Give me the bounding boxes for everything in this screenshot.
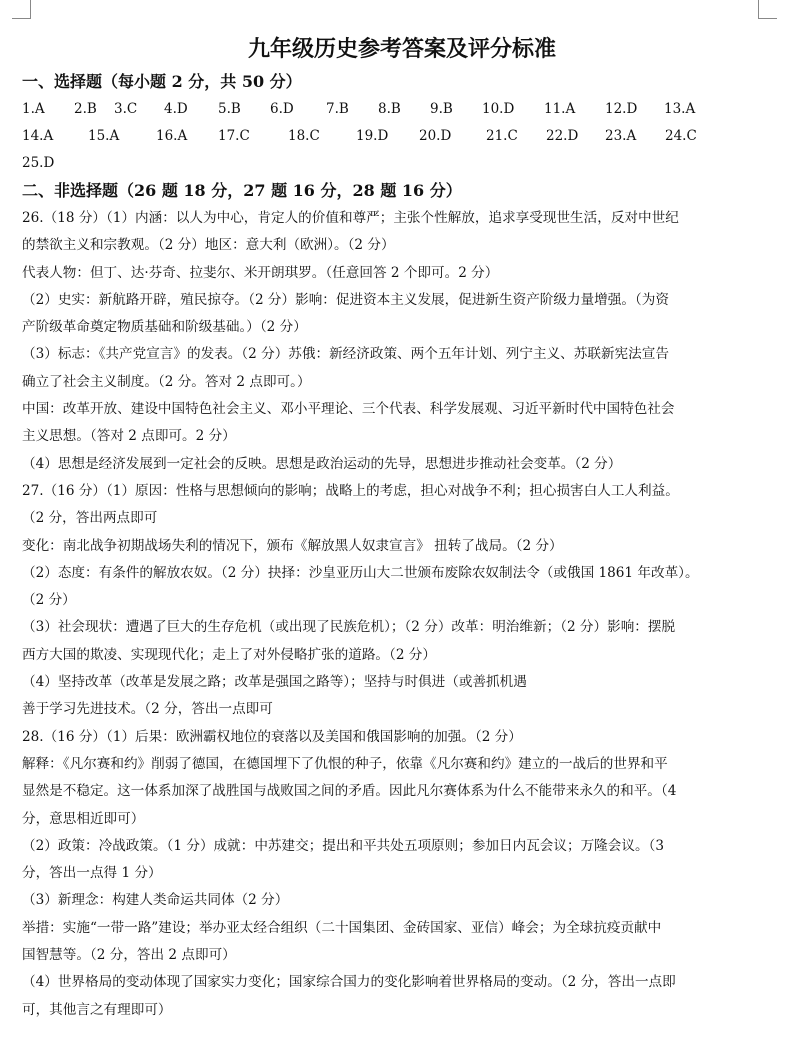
answer-line: 解释：《凡尔赛和约》削弱了德国，在德国埋下了仇恨的种子，依靠《凡尔赛和约》建立的一战后的世界和平	[22, 755, 668, 772]
choice-answer: 24.C	[665, 128, 697, 144]
answer-line: （4）坚持改革（改革是发展之路；改革是强国之路等）；坚持与时俱进（或善抓机遇	[22, 674, 527, 691]
choice-answer: 14.A	[22, 128, 54, 144]
choice-answer: 12.D	[605, 101, 638, 117]
choice-answer: 19.D	[356, 128, 389, 144]
answer-line: （3）新理念：构建人类命运共同体（2 分）	[22, 892, 289, 909]
choice-row	[22, 150, 762, 177]
answer-line: （2）史实：新航路开辟，殖民掠夺。（2 分）影响：促进资本主义发展，促进新生资产阶级力量增强。（为资	[22, 291, 669, 308]
choice-answer: 10.D	[482, 101, 515, 117]
choice-answer: 23.A	[605, 128, 637, 144]
corner-mark-left	[12, 0, 31, 19]
choice-answer: 9.B	[430, 101, 453, 117]
answer-line: 产阶级革命奠定物质基础和阶级基础。）（2 分）	[22, 319, 307, 336]
answer-line: （3）标志：《共产党宣言》的发表。（2 分）苏俄：新经济政策、两个五年计划、列宁主义、苏联新宪法宣告	[22, 346, 669, 363]
answer-line: 的禁欲主义和宗教观。（2 分）地区：意大利（欧洲）。（2 分）	[22, 237, 395, 254]
answer-line: （2）政策：冷战政策。（1 分）成就：中苏建交；提出和平共处五项原则；参加日内瓦会议；万隆会议。（3	[22, 837, 664, 854]
answer-sheet	[22, 30, 762, 1024]
answer-line: 分，答出一点得 1 分）	[22, 865, 162, 882]
answer-line: （2 分）	[22, 592, 76, 609]
answer-line: 举措：实施“一带一路”建设；举办亚太经合组织（二十国集团、金砖国家、亚信）峰会；为全球抗疫贡献中	[22, 919, 662, 936]
choice-answer: 1.A	[22, 101, 45, 117]
choice-answer: 17.C	[218, 128, 250, 144]
choice-answer: 21.C	[486, 128, 518, 144]
answer-line: 确立了社会主义制度。（2 分。答对 2 点即可。）	[22, 373, 311, 390]
choice-answer: 3.C	[114, 101, 138, 117]
answer-line: 西方大国的欺凌、实现现代化；走上了对外侵略扩张的道路。（2 分）	[22, 646, 436, 663]
answer-line: 26.（18 分）（1）内涵：以人为中心，肯定人的价值和尊严；主张个性解放，追求享受现世生活，反对中世纪	[22, 210, 679, 226]
nonchoice-answers	[22, 205, 762, 1024]
corner-mark-right	[758, 0, 777, 19]
answer-line: 分，意思相近即可）	[22, 810, 145, 827]
answer-line: 显然是不稳定。这一体系加深了战胜国与战败国之间的矛盾。因此凡尔赛体系为什么不能带来永久的和平。（4	[22, 783, 677, 800]
choice-answer: 18.C	[288, 128, 320, 144]
answer-line: 国智慧等。（2 分，答出 2 点即可）	[22, 947, 236, 964]
section-heading-choice: 一、选择题（每小题 2 分，共 50 分）	[22, 72, 302, 91]
section-heading-nonchoice: 二、非选择题（26 题 18 分，27 题 16 分，28 题 16 分）	[22, 181, 462, 200]
answer-line: （4）世界格局的变动体现了国家实力变化；国家综合国力的变化影响着世界格局的变动。（2 分，答出一点即	[22, 974, 676, 991]
page-title: 九年级历史参考答案及评分标准	[247, 36, 556, 62]
answer-line: 代表人物：但丁、达·芬奇、拉斐尔、米开朗琪罗。（任意回答 2 个即可。2 分）	[22, 264, 499, 281]
choice-answer: 15.A	[88, 128, 120, 144]
choice-answer-grid	[22, 96, 762, 177]
answer-line: （3）社会现状：遭遇了巨大的生存危机（或出现了民族危机）；（2 分）改革：明治维新；（2 分）影响：摆脱	[22, 619, 676, 636]
answer-line: （2 分，答出两点即可	[22, 510, 158, 527]
choice-answer: 2.B	[74, 101, 97, 117]
choice-row	[22, 123, 762, 150]
answer-line: （2）态度：有条件的解放农奴。（2 分）抉择：沙皇亚历山大二世颁布废除农奴制法令（或俄国 1861 年改革）。	[22, 564, 699, 581]
choice-answer: 11.A	[544, 101, 576, 117]
choice-answer: 4.D	[164, 101, 188, 117]
choice-answer: 5.B	[218, 101, 241, 117]
choice-answer: 8.B	[378, 101, 401, 117]
answer-line: 27.（16 分）（1）原因：性格与思想倾向的影响；战略上的考虑，担心对战争不利；担心损害白人工人利益。	[22, 482, 679, 499]
answer-line: 主义思想。（答对 2 点即可。2 分）	[22, 428, 236, 445]
choice-answer: 13.A	[664, 101, 696, 117]
choice-answer: 6.D	[270, 101, 294, 117]
choice-row	[22, 96, 762, 123]
answer-line: 28.（16 分）（1）后果：欧洲霸权地位的衰落以及美国和俄国影响的加强。（2 分）	[22, 728, 522, 745]
answer-line: （4）思想是经济发展到一定社会的反映。思想是政治运动的先导，思想进步推动社会变革。（2 分）	[22, 455, 622, 472]
choice-answer: 7.B	[326, 101, 349, 117]
choice-answer: 25.D	[22, 155, 55, 171]
choice-answer: 22.D	[546, 128, 579, 144]
answer-line: 变化：南北战争初期战场失利的情况下，颁布《解放黑人奴隶宣言》 扭转了战局。（2 分）	[22, 537, 563, 554]
answer-line: 善于学习先进技术。（2 分，答出一点即可	[22, 701, 273, 718]
choice-answer: 16.A	[156, 128, 188, 144]
answer-line: 中国：改革开放、建设中国特色社会主义、邓小平理论、三个代表、科学发展观、习近平新时代中国特色社会	[22, 401, 675, 418]
answer-line: 可，其他言之有理即可）	[22, 1001, 172, 1018]
choice-answer: 20.D	[419, 128, 452, 144]
